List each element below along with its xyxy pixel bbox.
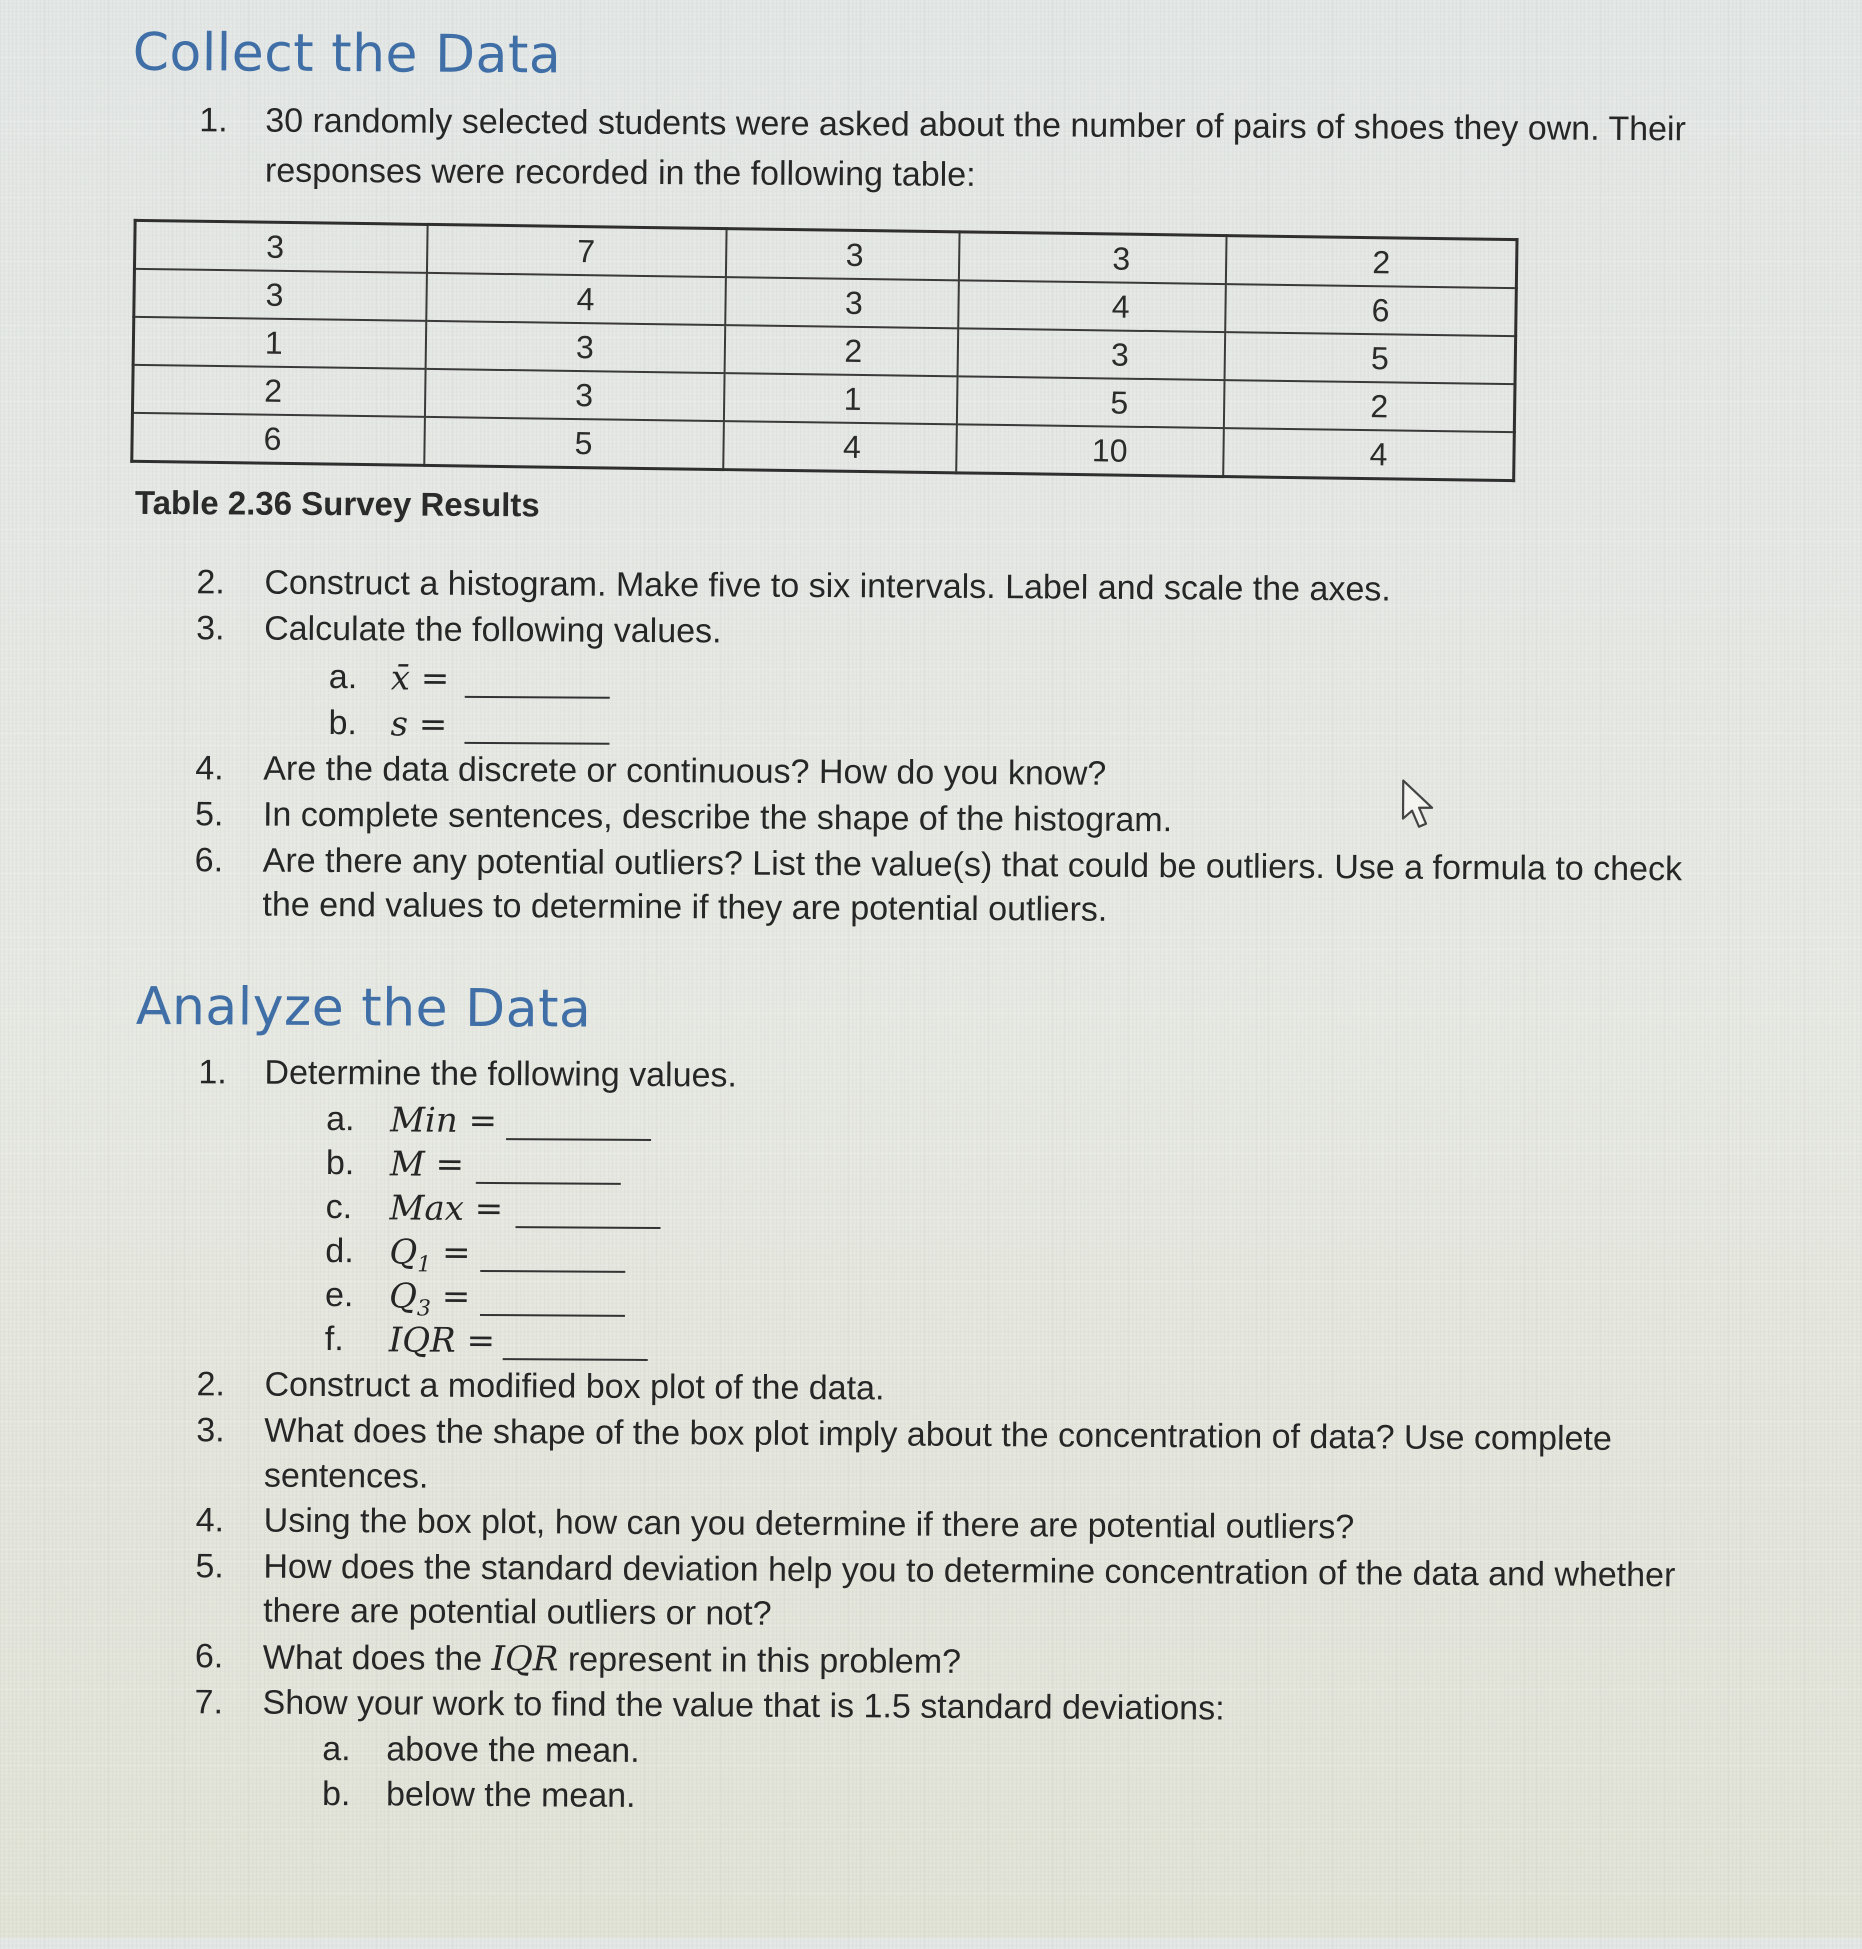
item-number: 2. [196,563,225,602]
item-letter: a. [322,1730,351,1769]
item-text: How does the standard deviation help you to determine concentration of the data and whether [263,1547,1676,1595]
item-letter: b. [321,1775,351,1814]
item-letter: b. [328,704,358,743]
table-cell: 3 [725,277,959,328]
table-cell: 2 [1226,236,1517,289]
table-cell: 4 [1223,428,1514,481]
analyze-item-3-line2: sentences. [263,1456,429,1496]
mouse-pointer-icon [1400,779,1440,831]
table-cell: 10 [956,424,1223,476]
table-cell: 1 [724,373,958,424]
table-cell: 2 [724,325,958,376]
item-text: Are the data discrete or continuous? How do you know? [263,749,1107,793]
table-cell: 2 [132,365,425,417]
table-cell: 3 [959,232,1226,284]
collect-item-6-line2: the end values to determine if they are potential outliers. [262,885,1108,929]
q3-expression: $Q_3$ = [388,1276,471,1322]
table-cell: 3 [426,321,726,373]
item-letter: a. [328,658,358,697]
table-cell: 4 [426,273,726,325]
table-cell: 3 [958,328,1225,380]
item-text: Show your work to find the value that is 1.5 standard deviations: [262,1683,1225,1728]
item-text: What does the shape of the box plot imply about the concentration of data? Use complete [264,1411,1612,1458]
item-number: 3. [196,1411,225,1450]
item-text: above the mean. [386,1730,640,1770]
sd-expression: s = [390,704,448,745]
answer-blank[interactable] [465,666,610,699]
item-number: 4. [195,1501,225,1540]
answer-blank[interactable] [516,1196,661,1229]
answer-blank[interactable] [476,1152,621,1185]
item-text: Construct a histogram. Make five to six intervals. Label and scale the axes. [264,563,1391,609]
table-cell: 5 [957,376,1224,428]
item-letter: e. [324,1276,354,1315]
answer-blank[interactable] [506,1108,651,1141]
answer-blank[interactable] [503,1328,648,1361]
table-cell: 6 [1225,284,1516,336]
item-text: Calculate the following values. [264,609,722,651]
table-cell: 3 [726,229,960,281]
item-number: 1. [198,1053,227,1092]
item-letter: c. [325,1188,353,1227]
item-number: 6. [194,1637,224,1676]
item-text: below the mean. [385,1775,636,1815]
item-text: Construct a modified box plot of the data. [264,1365,885,1408]
item-text: Are there any potential outliers? List the value(s) that could be outliers. Use a formula to check [262,841,1683,889]
table-cell: 4 [723,421,957,473]
item-number: 3. [196,609,225,648]
table-cell: 3 [134,269,427,321]
table-cell: 7 [427,224,727,277]
item-letter: f. [324,1320,344,1359]
iqr-expression: IQR = [388,1320,496,1362]
item-letter: a. [326,1100,355,1139]
max-expression: Max = [389,1188,504,1230]
item-letter: b. [325,1144,355,1183]
item-number: 1. [199,101,228,140]
item-text: What does the IQR represent in this problem? [262,1638,962,1681]
table-cell: 3 [425,369,725,421]
table-cell: 6 [132,413,425,466]
table-cell: 2 [1224,380,1515,432]
table-cell: 1 [133,317,426,369]
item-number: 6. [194,841,224,880]
item-text: Determine the following values. [264,1053,738,1095]
table-cell: 5 [1225,332,1516,384]
table-cell: 4 [959,280,1226,332]
item-number: 5. [194,795,224,834]
analyze-heading: Analyze the Data [135,976,592,1040]
min-expression: Min = [390,1100,498,1142]
mean-expression: x̄ = [390,658,450,699]
q1-expression: $Q_1$ = [389,1232,471,1278]
answer-blank[interactable] [480,1284,625,1317]
median-expression: M = [389,1144,465,1185]
item-number: 7. [194,1683,224,1722]
item-number: 5. [195,1547,224,1586]
table-cell: 3 [134,220,427,273]
analyze-item-5-line2: there are potential outliers or not? [263,1591,772,1633]
collect-heading: Collect the Data [132,22,562,86]
item-number: 2. [196,1365,226,1404]
item-text: Using the box plot, how can you determine if there are potential outliers? [263,1501,1355,1547]
item-text: In complete sentences, describe the shape of the histogram. [262,795,1173,840]
collect-item-1-line2: responses were recorded in the following table: [264,151,976,194]
table-cell: 5 [424,417,724,470]
survey-table [130,219,1518,482]
item-text: 30 randomly selected students were asked about the number of pairs of shoes they own. Their [265,101,1686,149]
answer-blank[interactable] [480,1240,625,1273]
item-letter: d. [325,1232,354,1271]
answer-blank[interactable] [464,712,609,745]
table-caption: Table 2.36 Survey Results [134,483,540,524]
item-number: 4. [195,749,224,788]
